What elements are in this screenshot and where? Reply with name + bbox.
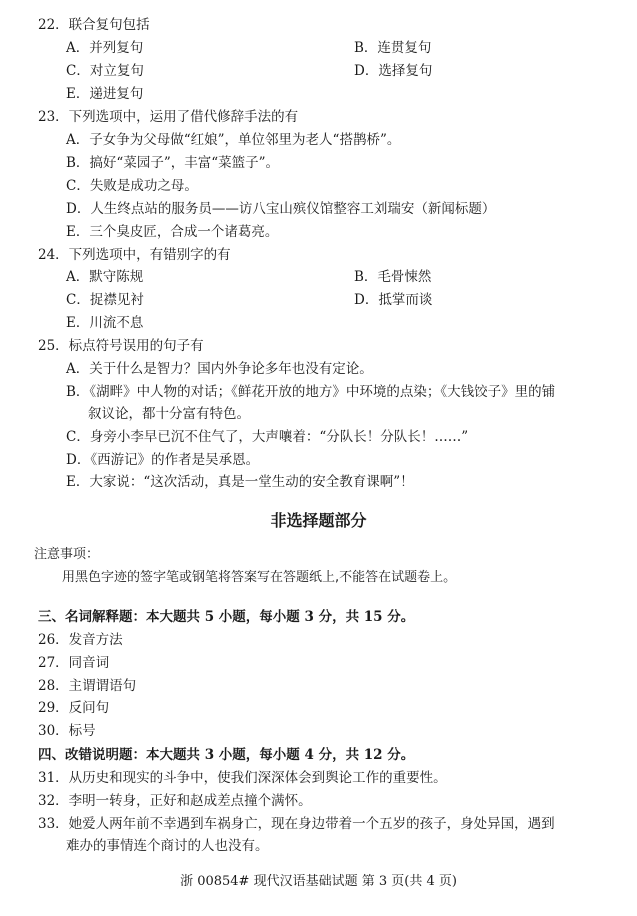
- q24-option-c: C．捉襟见衬: [66, 292, 144, 308]
- question-31: 31．从历史和现实的斗争中，使我们深深体会到舆论工作的重要性。: [38, 770, 447, 786]
- q23-option-c: C．失败是成功之母。: [66, 178, 198, 194]
- q22-option-e: E．递进复句: [66, 86, 144, 102]
- q23-option-a: A．子女争为父母做“红娘”，单位邻里为老人“搭鹊桥”。: [66, 132, 401, 148]
- page-footer: 浙 00854# 现代汉语基础试题 第 3 页(共 4 页): [180, 874, 457, 889]
- notice-label: 注意事项：: [34, 547, 100, 562]
- part4-title: 四、改错说明题：本大题共 3 小题，每小题 4 分，共 12 分。: [38, 747, 415, 763]
- q23-option-e: E．三个臭皮匠，合成一个诸葛亮。: [66, 224, 279, 240]
- section-heading: 非选择题部分: [270, 511, 367, 530]
- question-23-stem: 23．下列选项中，运用了借代修辞手法的有: [38, 109, 299, 125]
- q23-option-b: B．搞好“菜园子”，丰富“菜篮子”。: [66, 155, 280, 171]
- q22-option-b: B．连贯复句: [354, 40, 432, 56]
- question-28: 28．主谓谓语句: [38, 678, 137, 694]
- q24-option-e: E．川流不息: [66, 315, 144, 331]
- question-30: 30．标号: [38, 723, 96, 739]
- question-33-continued: 难办的事情连个商讨的人也没有。: [66, 838, 269, 854]
- question-32: 32．李明一转身，正好和赵成差点撞个满怀。: [38, 793, 312, 809]
- q24-option-b: B．毛骨悚然: [354, 269, 432, 285]
- question-22-stem: 22．联合复句包括: [38, 17, 150, 33]
- notice-text: 用黑色字迹的签字笔或钢笔将答案写在答题纸上,不能答在试题卷上。: [62, 570, 457, 585]
- q25-option-b: B．《湖畔》中人物的对话；《鲜花开放的地方》中环境的点染；《大钱饺子》里的铺: [66, 384, 556, 400]
- question-27: 27．同音词: [38, 655, 110, 671]
- q24-option-d: D．抵掌而谈: [354, 292, 433, 308]
- q25-option-e: E．大家说：“这次活动，真是一堂生动的安全教育课啊”！: [66, 474, 414, 490]
- q23-option-d: D．人生终点站的服务员——访八宝山殡仪馆整容工刘瑞安（新闻标题）: [66, 201, 496, 217]
- q22-option-d: D．选择复句: [354, 63, 433, 79]
- question-29: 29．反问句: [38, 700, 110, 716]
- q24-option-a: A．默守陈规: [66, 269, 144, 285]
- question-33: 33．她爱人两年前不幸遇到车祸身亡，现在身边带着一个五岁的孩子，身处异国，遇到: [38, 816, 555, 832]
- q25-option-d: D．《西游记》的作者是吴承恩。: [66, 452, 260, 468]
- q25-option-b-continued: 叙议论，都十分富有特色。: [88, 406, 250, 422]
- part3-title: 三、名词解释题：本大题共 5 小题，每小题 3 分，共 15 分。: [38, 609, 415, 625]
- q22-option-a: A．并列复句: [66, 40, 144, 56]
- question-24-stem: 24．下列选项中，有错别字的有: [38, 247, 231, 263]
- q25-option-a: A．关于什么是智力？国内外争论多年也没有定论。: [66, 361, 373, 377]
- question-26: 26．发音方法: [38, 632, 123, 648]
- question-25-stem: 25．标点符号误用的句子有: [38, 338, 204, 354]
- q25-option-c: C．身旁小李早已沉不住气了，大声嚷着：“分队长！分队长！……”: [66, 429, 469, 445]
- q22-option-c: C．对立复句: [66, 63, 144, 79]
